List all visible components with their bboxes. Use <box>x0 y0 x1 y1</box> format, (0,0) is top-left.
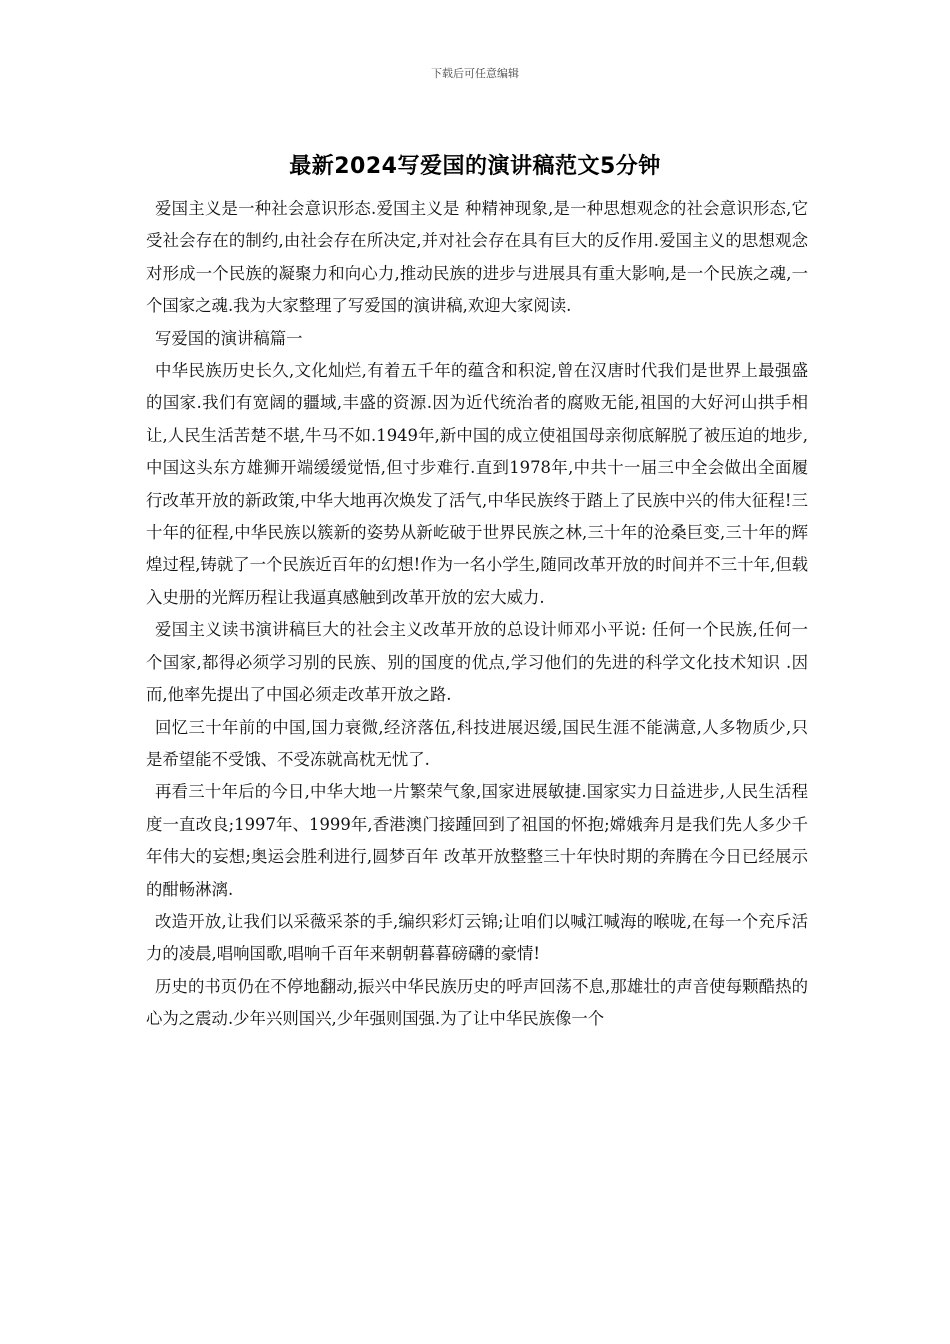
paragraph-intro: 爱国主义是一种社会意识形态.爱国主义是 种精神现象,是一种思想观念的社会意识形态,它受社会存在的制约,由社会存在所决定,并对社会存在具有巨大的反作用.爱国主义的思想观念对形成一个民族的凝聚力和向心力,推动民族的进步与进展具有重大影响,是一个民族之魂,一个国家之魂.我为大家整理了写爱国的演讲稿,欢迎大家阅读. <box>146 199 808 316</box>
paragraph: 历史的书页仍在不停地翻动,振兴中华民族历史的呼声回荡不息,那雄壮的声音使每颗酷热的心为之震动.少年兴则国兴,少年强则国强.为了让中华民族像一个 <box>146 976 808 1029</box>
section-heading: 写爱国的演讲稿篇一 <box>155 328 303 348</box>
paragraph: 回忆三十年前的中国,国力衰微,经济落伍,科技进展迟缓,国民生涯不能满意,人多物质少,只是希望能不受饿、不受冻就高枕无忧了. <box>146 717 808 769</box>
header-note: 下载后可任意编辑 <box>431 67 519 80</box>
document-body <box>146 193 808 1036</box>
paragraph: 爱国主义读书演讲稿巨大的社会主义改革开放的总设计师邓小平说: 任何一个民族,任何一个国家,都得必须学习别的民族、别的国度的优点,学习他们的先进的科学文化技术知识 .因而,他率先提出了中国必须走改革开放之路. <box>146 620 808 705</box>
page-title: 最新2024写爱国的演讲稿范文5分钟 <box>289 154 661 179</box>
paragraph: 中华民族历史长久,文化灿烂,有着五千年的蕴含和积淀,曾在汉唐时代我们是世界上最强盛的国家.我们有宽阔的疆域,丰盛的资源.因为近代统治者的腐败无能,祖国的大好河山拱手相让,人民生活苦楚不堪,牛马不如.1949年,新中国的成立使祖国母亲彻底解脱了被压迫的地步,中国这头东方雄狮开端缓缓觉悟,但寸步难行.直到1978年,中共十一届三中全会做出全面履行改革开放的新政策,中华大地再次焕发了活气,中华民族终于踏上了民族中兴的伟大征程!三十年的征程,中华民族以簇新的姿势从新屹破于世界民族之林,三十年的沧桑巨变,三十年的辉煌过程,铸就了一个民族近百年的幻想!作为一名小学生,随同改革开放的时间并不三十年,但载入史册的光辉历程让我逼真感触到改革开放的宏大威力. <box>146 361 808 607</box>
paragraph: 改造开放,让我们以采薇采茶的手,编织彩灯云锦;让咱们以喊江喊海的喉咙,在每一个充斥活力的凌晨,唱响国歌,唱响千百年来朝朝暮暮磅礴的豪情! <box>146 911 808 964</box>
paragraph: 再看三十年后的今日,中华大地一片繁荣气象,国家进展敏捷.国家实力日益进步,人民生活程度一直改良;1997年、1999年,香港澳门接踵回到了祖国的怀抱;嫦娥奔月是我们先人多少千年伟大的妄想;奥运会胜利进行,圆梦百年 改革开放整整三十年快时期的奔腾在今日已经展示的酣畅淋漓. <box>146 782 808 899</box>
